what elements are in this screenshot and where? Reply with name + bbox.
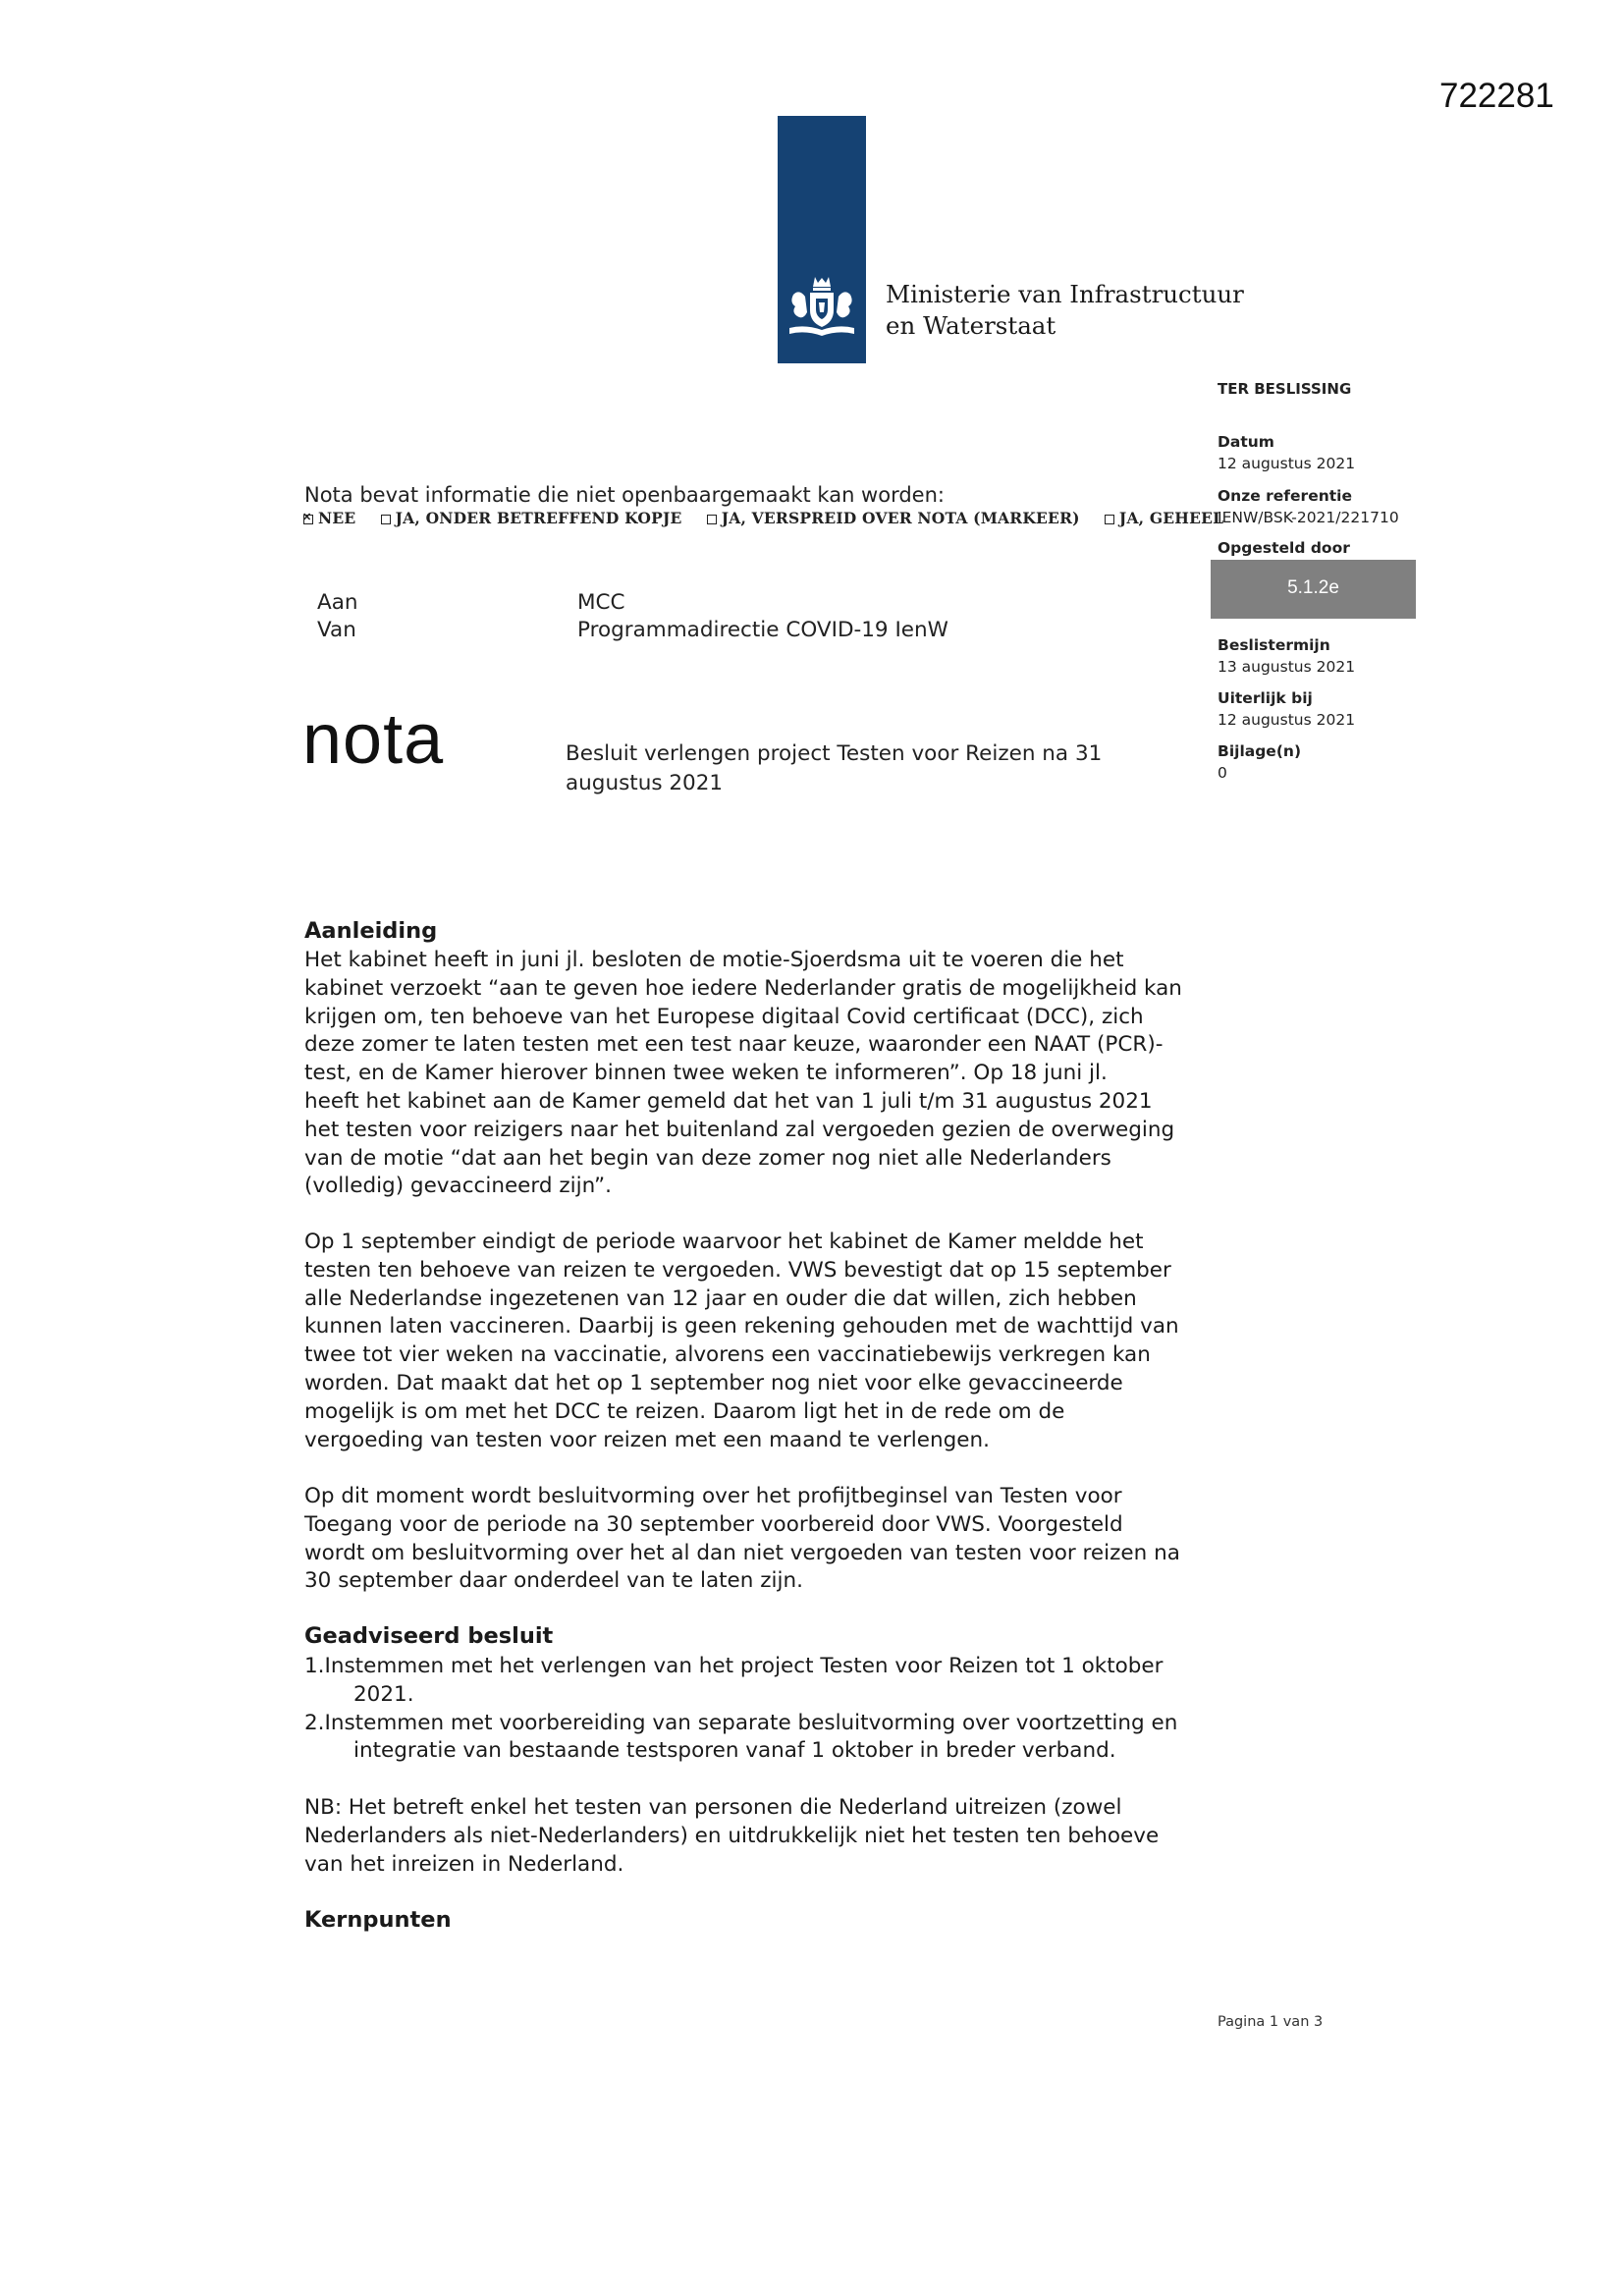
text-line: het testen voor reizigers naar het buitenland zal vergoeden gezien de overweging (304, 1117, 1175, 1142)
from-value: Programmadirectie COVID-19 IenW (577, 618, 948, 642)
deadline-label: Uiterlijk bij (1218, 689, 1313, 707)
text-line: wordt om besluitvorming over het al dan niet vergoeden van testen voor reizen na (304, 1540, 1180, 1565)
option-label: JA, GEHEEL (1118, 509, 1224, 527)
text-line: Het kabinet heeft in juni jl. besloten de motie-Sjoerdsma uit te voeren die het (304, 948, 1124, 972)
from-label: Van (317, 618, 356, 642)
reference-label: Onze referentie (1218, 487, 1352, 505)
decision-term-value: 13 augustus 2021 (1218, 658, 1356, 676)
document-type: nota (302, 700, 445, 779)
redacted-name: 5.1.2e (1211, 560, 1416, 619)
ministry-name (886, 279, 1244, 342)
checkbox-ja-geheel[interactable] (1105, 515, 1114, 524)
option-label: JA, ONDER BETREFFEND KOPJE (395, 509, 682, 527)
text-line: (volledig) gevaccineerd zijn”. (304, 1174, 612, 1199)
document-number: 722281 (1439, 77, 1554, 115)
date-label: Datum (1218, 433, 1274, 451)
nb-paragraph (304, 1794, 1159, 1879)
text-line: mogelijk is om met het DCC te reizen. Daarom ligt het in de rede om de (304, 1398, 1065, 1424)
text-line: heeft het kabinet aan de Kamer gemeld dat het van 1 juli t/m 31 augustus 2021 (304, 1088, 1153, 1114)
paragraph-2 (304, 1229, 1179, 1454)
disclosure-notice: Nota bevat informatie die niet openbaargemaakt kan worden: (304, 483, 945, 507)
prepared-by-label: Opgesteld door (1218, 539, 1350, 557)
heading-geadviseerd-besluit: Geadviseerd besluit (304, 1623, 554, 1649)
heading-aanleiding: Aanleiding (304, 918, 438, 944)
text-line: krijgen om, ten behoeve van het Europese digitaal Covid certificaat (DCC), zich (304, 1004, 1144, 1029)
reference-value: IENW/BSK-2021/221710 (1218, 509, 1399, 526)
text-line: worden. Dat maakt dat het op 1 september nog niet voor elke gevaccineerde (304, 1370, 1123, 1395)
ministry-name-line2: en Waterstaat (886, 311, 1056, 340)
text-line: Nederlanders als niet-Nederlanders) en uitdrukkelijk niet het testen ten behoeve (304, 1823, 1160, 1848)
checkbox-ja-verspreid[interactable] (707, 515, 717, 524)
checkbox-nee[interactable] (303, 515, 313, 524)
date-value: 12 augustus 2021 (1218, 455, 1356, 472)
attachments-label: Bijlage(n) (1218, 742, 1302, 760)
heading-kernpunten: Kernpunten (304, 1907, 452, 1933)
list-item: 1.Instemmen met het verlengen van het project Testen voor Reizen tot 1 oktober (304, 1654, 1164, 1678)
text-line: NB: Het betreft enkel het testen van personen die Nederland uitreizen (zowel (304, 1795, 1122, 1820)
to-label: Aan (317, 590, 358, 615)
text-line: vergoeding van testen voor reizen met een maand te verlengen. (304, 1427, 990, 1452)
text-line: alle Nederlandse ingezetenen van 12 jaar en ouder die dat willen, zich hebben (304, 1285, 1137, 1311)
text-line: deze zomer te laten testen met een test naar keuze, waaronder een NAAT (PCR)- (304, 1032, 1164, 1058)
text-line: test, en de Kamer hierover binnen twee weken te informeren”. Op 18 juni jl. (304, 1061, 1108, 1086)
text-line: kabinet verzoekt “aan te geven hoe iedere Nederlander gratis de mogelijkheid kan (304, 975, 1182, 1001)
list-item-continuation: 2021. (353, 1681, 414, 1707)
option-label: NEE (318, 509, 356, 527)
to-value: MCC (577, 590, 625, 615)
text-line: van het inreizen in Nederland. (304, 1851, 624, 1877)
paragraph-3 (304, 1483, 1180, 1596)
list-item-continuation: integratie van bestaande testsporen vanaf 1 oktober in breder verband. (353, 1738, 1116, 1764)
subject: Besluit verlengen project Testen voor Reizen na 31 augustus 2021 (566, 741, 1103, 795)
ministry-name-line1: Ministerie van Infrastructuur (886, 280, 1244, 308)
list-item: 2.Instemmen met voorbereiding van separate besluitvorming over voortzetting en (304, 1710, 1178, 1735)
text-line: Op dit moment wordt besluitvorming over het profijtbeginsel van Testen voor (304, 1484, 1122, 1508)
text-line: Op 1 september eindigt de periode waarvoor het kabinet de Kamer meldde het (304, 1230, 1144, 1254)
decision-term-label: Beslistermijn (1218, 636, 1330, 654)
text-line: 30 september daar onderdeel van te laten zijn. (304, 1568, 803, 1594)
page-number: Pagina 1 van 3 (1218, 2014, 1324, 2030)
paragraph-1 (304, 947, 1182, 1201)
option-label: JA, VERSPREID OVER NOTA (MARKEER) (721, 509, 1080, 527)
royal-coat-of-arms-icon (785, 273, 858, 346)
text-line: van de motie “dat aan het begin van deze zomer nog niet alle Nederlanders (304, 1145, 1111, 1171)
deadline-value: 12 augustus 2021 (1218, 711, 1356, 729)
attachments-value: 0 (1218, 764, 1227, 782)
status-label: TER BESLISSING (1218, 380, 1352, 398)
disclosure-options (303, 509, 1223, 527)
checkbox-ja-kopje[interactable] (381, 515, 391, 524)
text-line: testen ten behoeve van reizen te vergoeden. VWS bevestigt dat op 15 september (304, 1257, 1171, 1283)
text-line: twee tot vier weken na vaccinatie, alvorens een vaccinatiebewijs verkregen kan (304, 1342, 1151, 1368)
advice-list (304, 1653, 1177, 1766)
text-line: Toegang voor de periode na 30 september voorbereid door VWS. Voorgesteld (304, 1511, 1123, 1537)
text-line: kunnen laten vaccineren. Daarbij is geen rekening gehouden met de wachttijd van (304, 1314, 1179, 1339)
